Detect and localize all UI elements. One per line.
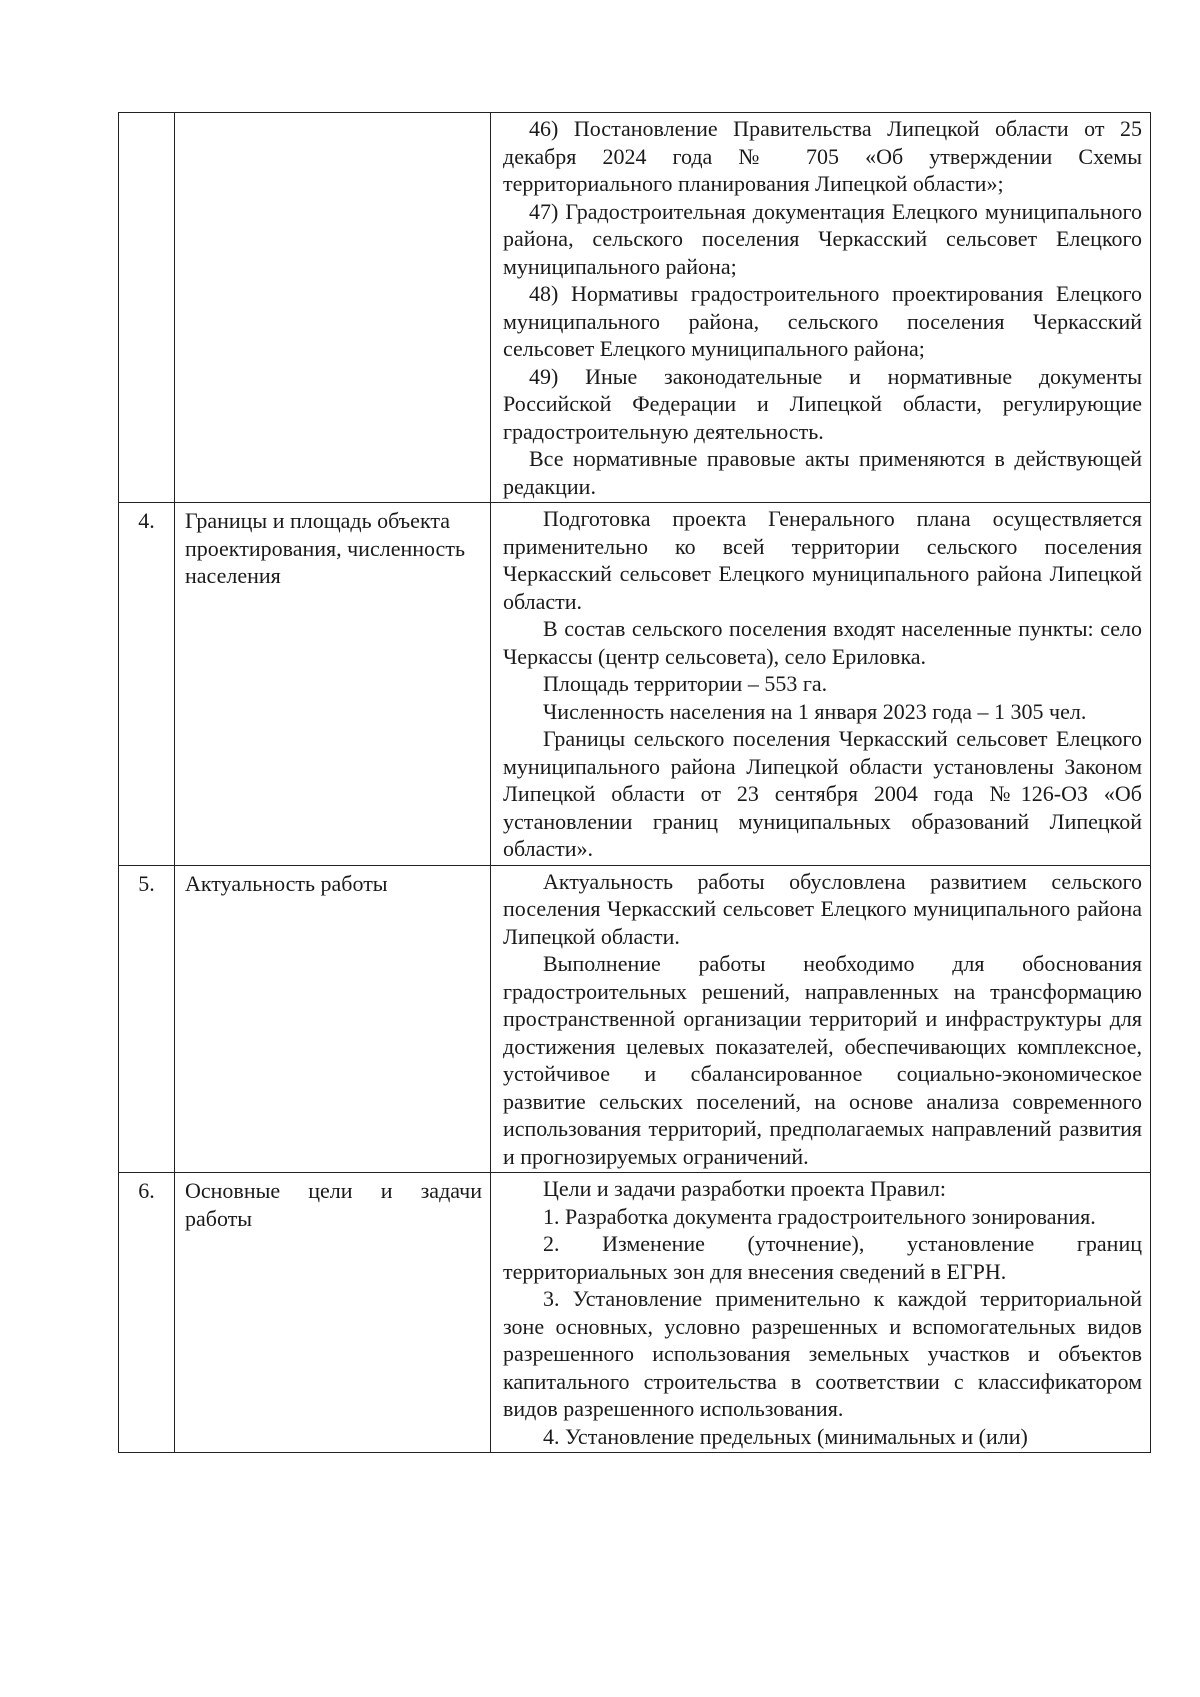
content-paragraph: Площадь территории – 553 га. bbox=[543, 671, 828, 696]
content-paragraph: В состав сельского поселения входят населенные пункты: село Черкассы (центр сельсовета), село Ериловка. bbox=[503, 616, 1142, 669]
content-paragraph: 1. Разработка документа градостроительного зонирования. bbox=[543, 1203, 1096, 1229]
table-row bbox=[119, 1173, 1151, 1453]
content-paragraph: 4. Установление предельных (минимальных и (или) bbox=[543, 1423, 1028, 1449]
row-label bbox=[175, 113, 491, 503]
document-page bbox=[118, 112, 1150, 1453]
content-paragraph: Все нормативные правовые акты применяются в действующей редакции. bbox=[503, 446, 1142, 499]
content-paragraph: 48) Нормативы градостроительного проектирования Елецкого муниципального района, сельского поселения Черкасский сельсовет Елецкого муниципального района; bbox=[503, 281, 1142, 361]
content-paragraph: 3. Установление применительно к каждой территориальной зоне основных, условно разрешенных и вспомогательных видов разрешенного использования земельных участков и объектов капитального строительства в соответствии с классификатором видов разрешенного использования. bbox=[503, 1286, 1142, 1421]
content-paragraph: 2. Изменение (уточнение), установление границ территориальных зон для внесения сведений в ЕГРН. bbox=[503, 1231, 1142, 1284]
content-paragraph: Подготовка проекта Генерального плана осуществляется применительно ко всей территории сельского поселения Черкасский сельсовет Елецкого муниципального района Липецкой области. bbox=[503, 506, 1142, 614]
content-paragraph: 49) Иные законодательные и нормативные документы Российской Федерации и Липецкой области, регулирующие градостроительную деятельность. bbox=[503, 363, 1142, 444]
table-row bbox=[119, 113, 1151, 503]
content-paragraph: Цели и задачи разработки проекта Правил: bbox=[543, 1176, 947, 1201]
row-number: 4. bbox=[119, 503, 175, 866]
content-paragraph: 47) Градостроительная документация Елецкого муниципального района, сельского поселения Черкасский сельсовет Елецкого муниципального района; bbox=[503, 198, 1142, 279]
table-row bbox=[119, 865, 1151, 1173]
requirements-table bbox=[118, 112, 1151, 1453]
row-number: 5. bbox=[119, 865, 175, 1173]
row-content bbox=[491, 503, 1151, 866]
table-row bbox=[119, 503, 1151, 866]
row-label: Актуальность работы bbox=[175, 865, 491, 1173]
content-paragraph: Границы сельского поселения Черкасский сельсовет Елецкого муниципального района Липецкой области установлены Законом Липецкой области от 23 сентября 2004 года №126-ОЗ «Об установлении границ муниципальных образований Липецкой области». bbox=[503, 726, 1142, 861]
row-number: 6. bbox=[119, 1173, 175, 1453]
row-number bbox=[119, 113, 175, 503]
content-paragraph: 46) Постановление Правительства Липецкой области от 25 декабря 2024 года № 705 «Об утверждении Схемы территориального планирования Липецкой области»; bbox=[503, 116, 1142, 196]
row-label: Основные цели и задачи работы bbox=[175, 1173, 491, 1453]
row-content bbox=[491, 865, 1151, 1173]
row-label: Границы и площадь объекта проектирования, численность населения bbox=[175, 503, 491, 866]
content-paragraph: Актуальность работы обусловлена развитием сельского поселения Черкасский сельсовет Елецкого муниципального района Липецкой области. bbox=[503, 868, 1142, 949]
row-content bbox=[491, 1173, 1151, 1453]
row-content bbox=[491, 113, 1151, 503]
content-paragraph: Выполнение работы необходимо для обоснования градостроительных решений, направленных на трансформацию пространственной организации территорий и инфраструктуры для достижения целевых показателей, обеспечивающих комплексное, устойчивое и сбалансированное социально-экономическое развитие сельских поселений, на основе анализа современного использования территорий, предполагаемых направлений развития и прогнозируемых ограничений. bbox=[503, 951, 1142, 1169]
content-paragraph: Численность населения на 1 января 2023 года – 1 305 чел. bbox=[543, 698, 1087, 724]
